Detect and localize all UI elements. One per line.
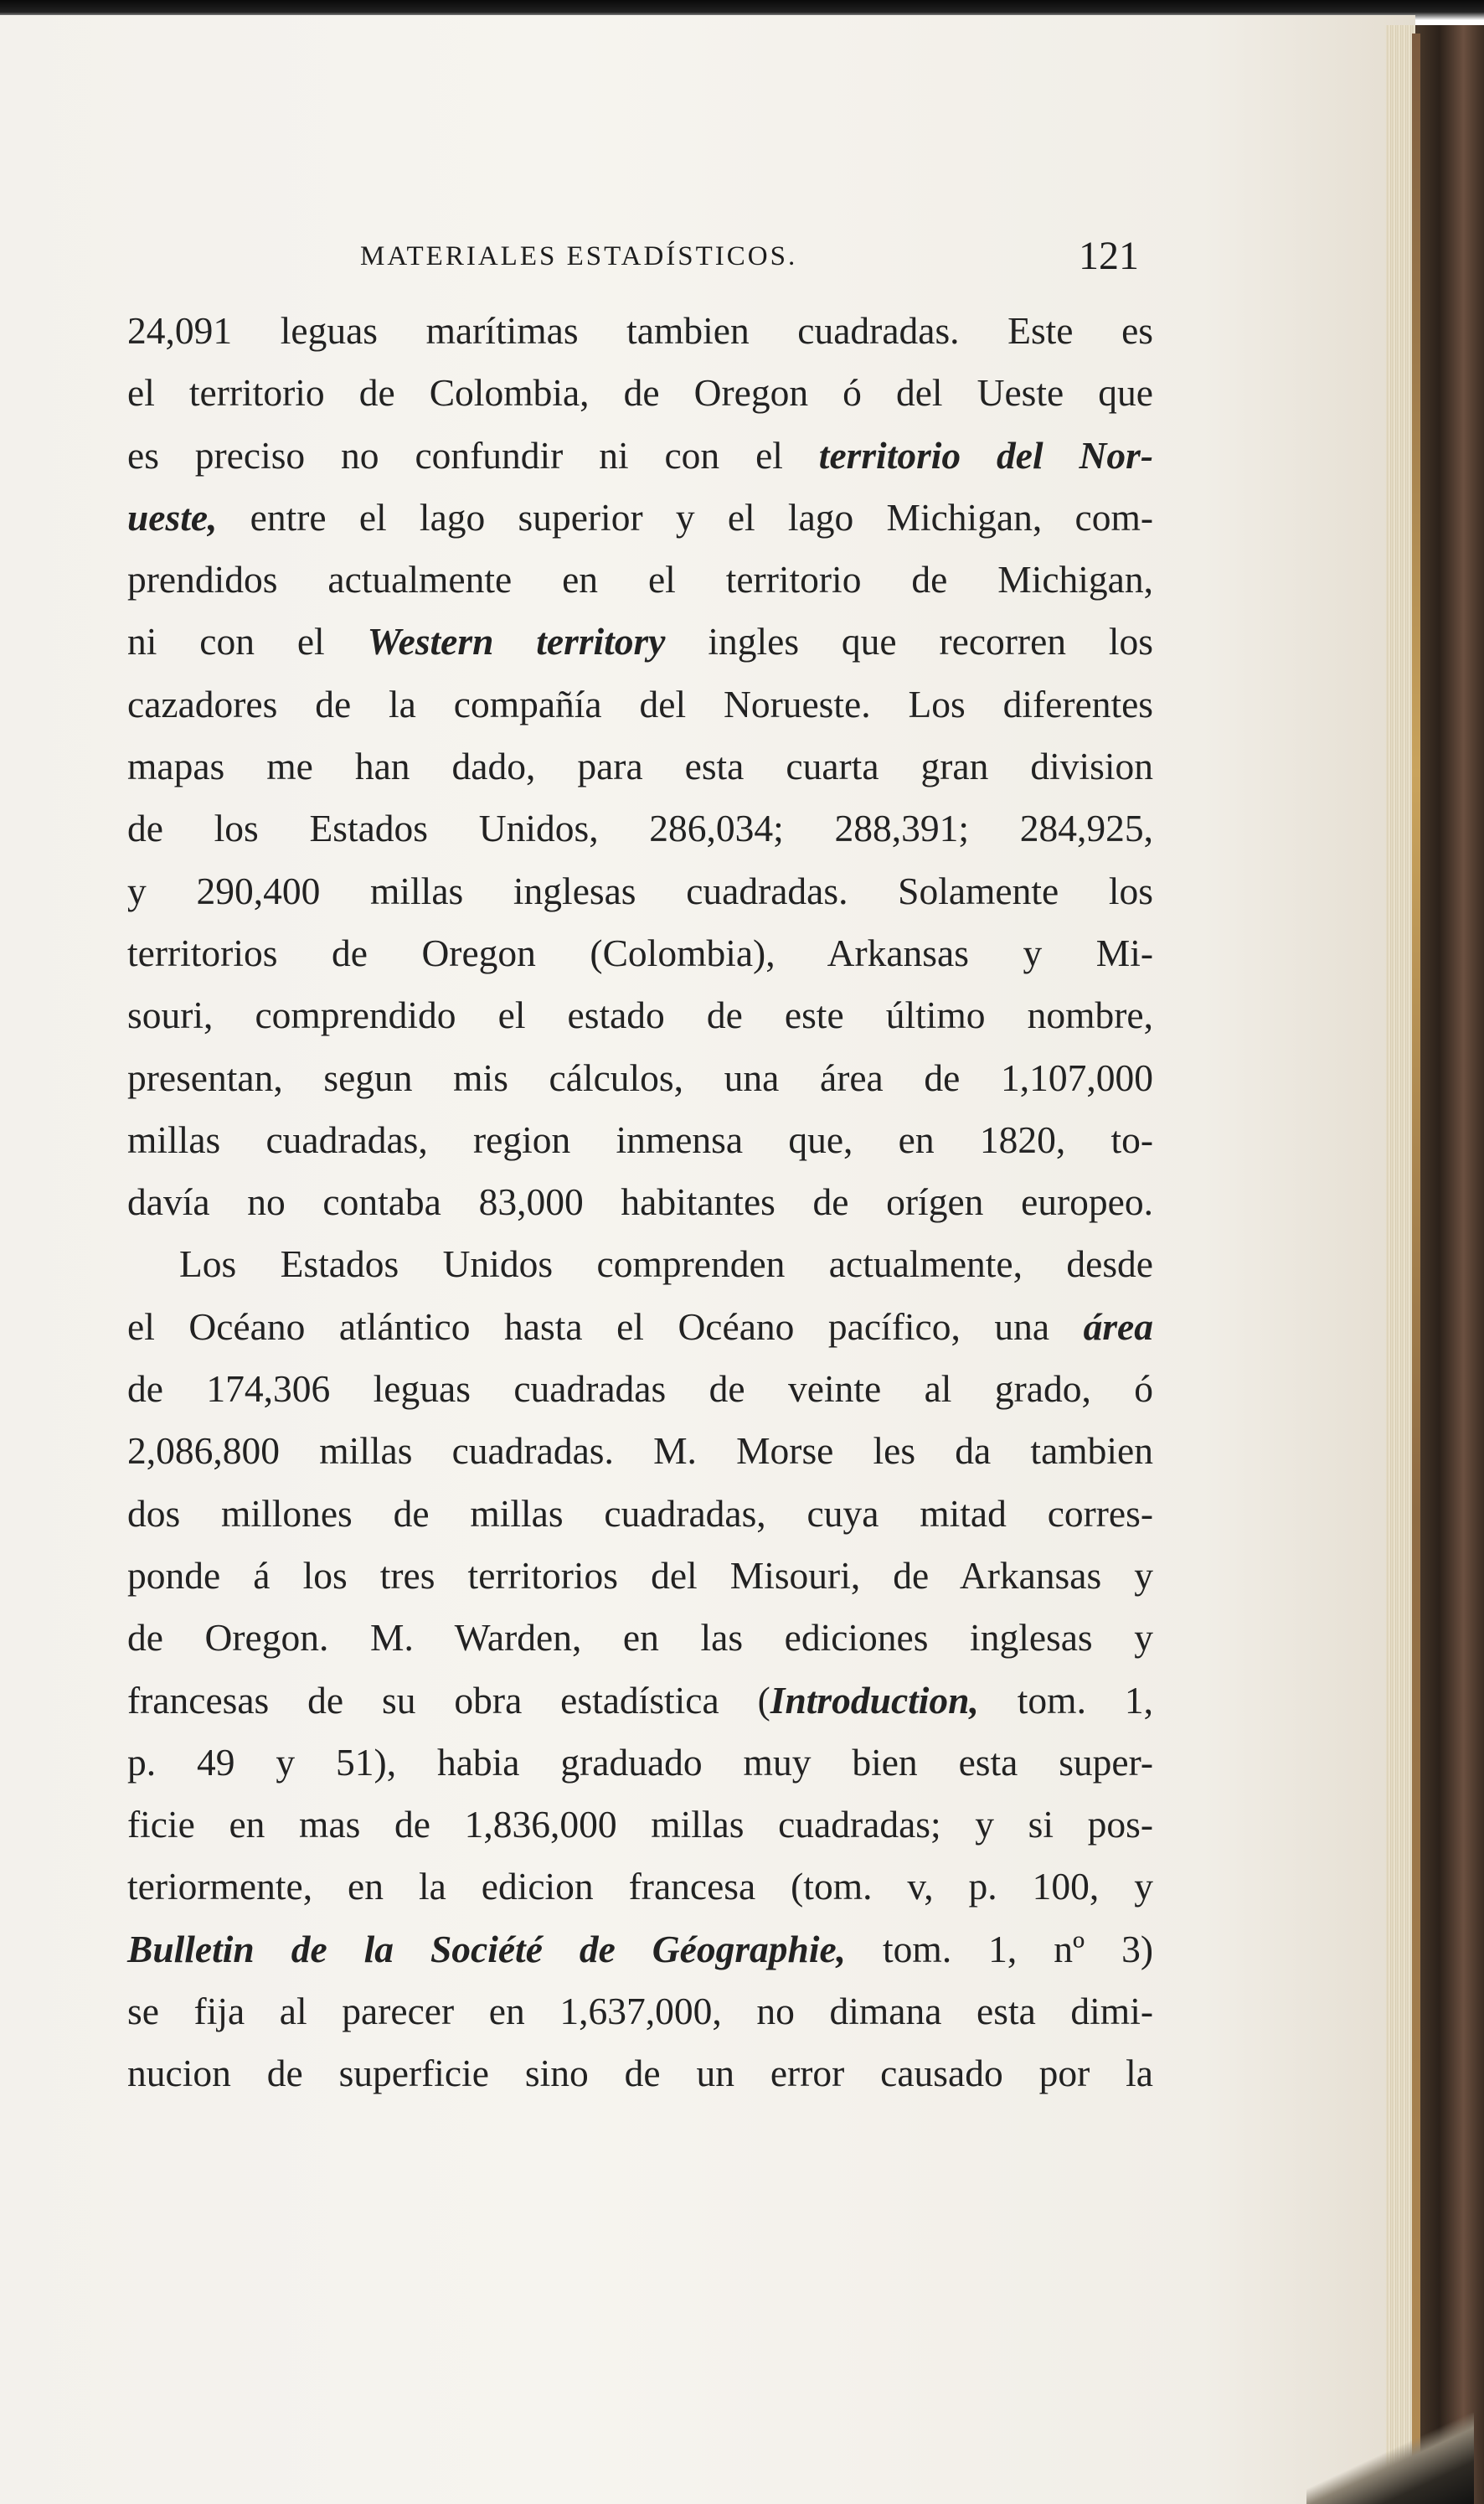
italic-text: territorio del Nor-: [818, 433, 1153, 477]
text-line: [127, 300, 1153, 362]
text-line: [127, 1607, 1153, 1669]
text-run: el territorio de Colombia, de Oregon ó del Ueste que: [127, 371, 1153, 415]
text-line: [127, 984, 1153, 1046]
text-line: [127, 1732, 1153, 1794]
text-line: [127, 487, 1153, 549]
text-run: y 290,400 millas inglesas cuadradas. Solamente los: [127, 869, 1153, 912]
text-run: 24,091 leguas marítimas tambien cuadradas. Este es: [127, 309, 1153, 352]
text-line: [127, 1545, 1153, 1607]
text-run: mapas me han dado, para esta cuarta gran division: [127, 745, 1153, 788]
text-run: ni con el: [127, 620, 368, 663]
text-line: [127, 2042, 1153, 2104]
text-line: [127, 922, 1153, 984]
text-run: millas cuadradas, region inmensa que, en 1820, to-: [127, 1118, 1153, 1161]
text-line: [127, 674, 1153, 736]
text-line: [127, 425, 1153, 487]
text-line: [127, 1358, 1153, 1420]
text-run: nucion de superficie sino de un error causado por la: [127, 2052, 1153, 2095]
text-run: davía no contaba 83,000 habitantes de orígen europeo.: [127, 1180, 1153, 1224]
text-run: ponde á los tres territorios del Misouri, de Arkansas y: [127, 1553, 1153, 1597]
text-line: [127, 1047, 1153, 1109]
italic-text: Western territory: [367, 620, 666, 663]
text-line: [127, 611, 1153, 673]
text-run: cazadores de la compañía del Norueste. Los diferentes: [127, 682, 1153, 725]
text-line: [127, 1171, 1153, 1233]
text-line: [127, 1670, 1153, 1732]
book-cover: [1415, 25, 1484, 2504]
text-run: tom. 1, nº 3): [846, 1927, 1153, 1970]
text-run: tom. 1,: [978, 1678, 1153, 1722]
italic-text: Introduction,: [770, 1678, 979, 1722]
text-run: 2,086,800 millas cuadradas. M. Morse les da tambien: [127, 1429, 1153, 1473]
text-line: [127, 1420, 1153, 1482]
page-corner-curl: [1306, 2413, 1474, 2504]
italic-text: Bulletin de la Société de Géographie,: [127, 1927, 847, 1970]
text-run: de los Estados Unidos, 286,034; 288,391; 284,925,: [127, 807, 1153, 850]
text-run: presentan, segun mis cálculos, una área de 1,107,000: [127, 1056, 1153, 1099]
text-line: [127, 1918, 1153, 1980]
running-head-title: MATERIALES ESTADÍSTICOS.: [360, 241, 798, 271]
text-line: [127, 1980, 1153, 2042]
text-run: prendidos actualmente en el territorio de Michigan,: [127, 558, 1153, 601]
italic-text: área: [1083, 1304, 1153, 1348]
text-line: [127, 1296, 1153, 1358]
text-run: el Océano atlántico hasta el Océano pacífico, una: [127, 1304, 1084, 1348]
text-line: [127, 860, 1153, 922]
text-line: [127, 1794, 1153, 1856]
text-line: [127, 362, 1153, 424]
text-line: [127, 1483, 1153, 1545]
text-run: entre el lago superior y el lago Michigan, com-: [217, 495, 1153, 539]
body-text: [127, 300, 1153, 2105]
text-run: territorios de Oregon (Colombia), Arkansas y Mi-: [127, 931, 1153, 974]
text-run: francesas de su obra estadística (: [127, 1678, 770, 1722]
text-run: es preciso no confundir ni con el: [127, 433, 819, 477]
text-run: de 174,306 leguas cuadradas de veinte al grado, ó: [127, 1367, 1153, 1411]
text-line: [127, 549, 1153, 611]
text-run: dos millones de millas cuadradas, cuya mitad corres-: [127, 1491, 1153, 1535]
text-line: [127, 1856, 1153, 1918]
text-run: Los Estados Unidos comprenden actualmente, desde: [179, 1242, 1153, 1286]
text-run: p. 49 y 51), habia graduado muy bien esta super-: [127, 1740, 1153, 1784]
text-run: ingles que recorren los: [665, 620, 1153, 663]
text-run: se fija al parecer en 1,637,000, no dimana esta dimi-: [127, 1990, 1153, 2033]
text-line: [127, 1109, 1153, 1171]
text-run: souri, comprendido el estado de este último nombre,: [127, 994, 1153, 1037]
running-head: [360, 233, 1139, 283]
text-run: teriormente, en la edicion francesa (tom. v, p. 100, y: [127, 1865, 1153, 1908]
text-line: [127, 736, 1153, 798]
text-run: de Oregon. M. Warden, en las ediciones inglesas y: [127, 1616, 1153, 1660]
text-run: ficie en mas de 1,836,000 millas cuadradas; y si pos-: [127, 1803, 1153, 1846]
text-line: [127, 1233, 1153, 1295]
text-line: [127, 798, 1153, 860]
cover-gilt-edge: [1412, 34, 1420, 2496]
page-number: 121: [1079, 234, 1139, 278]
italic-text: ueste,: [127, 495, 218, 539]
